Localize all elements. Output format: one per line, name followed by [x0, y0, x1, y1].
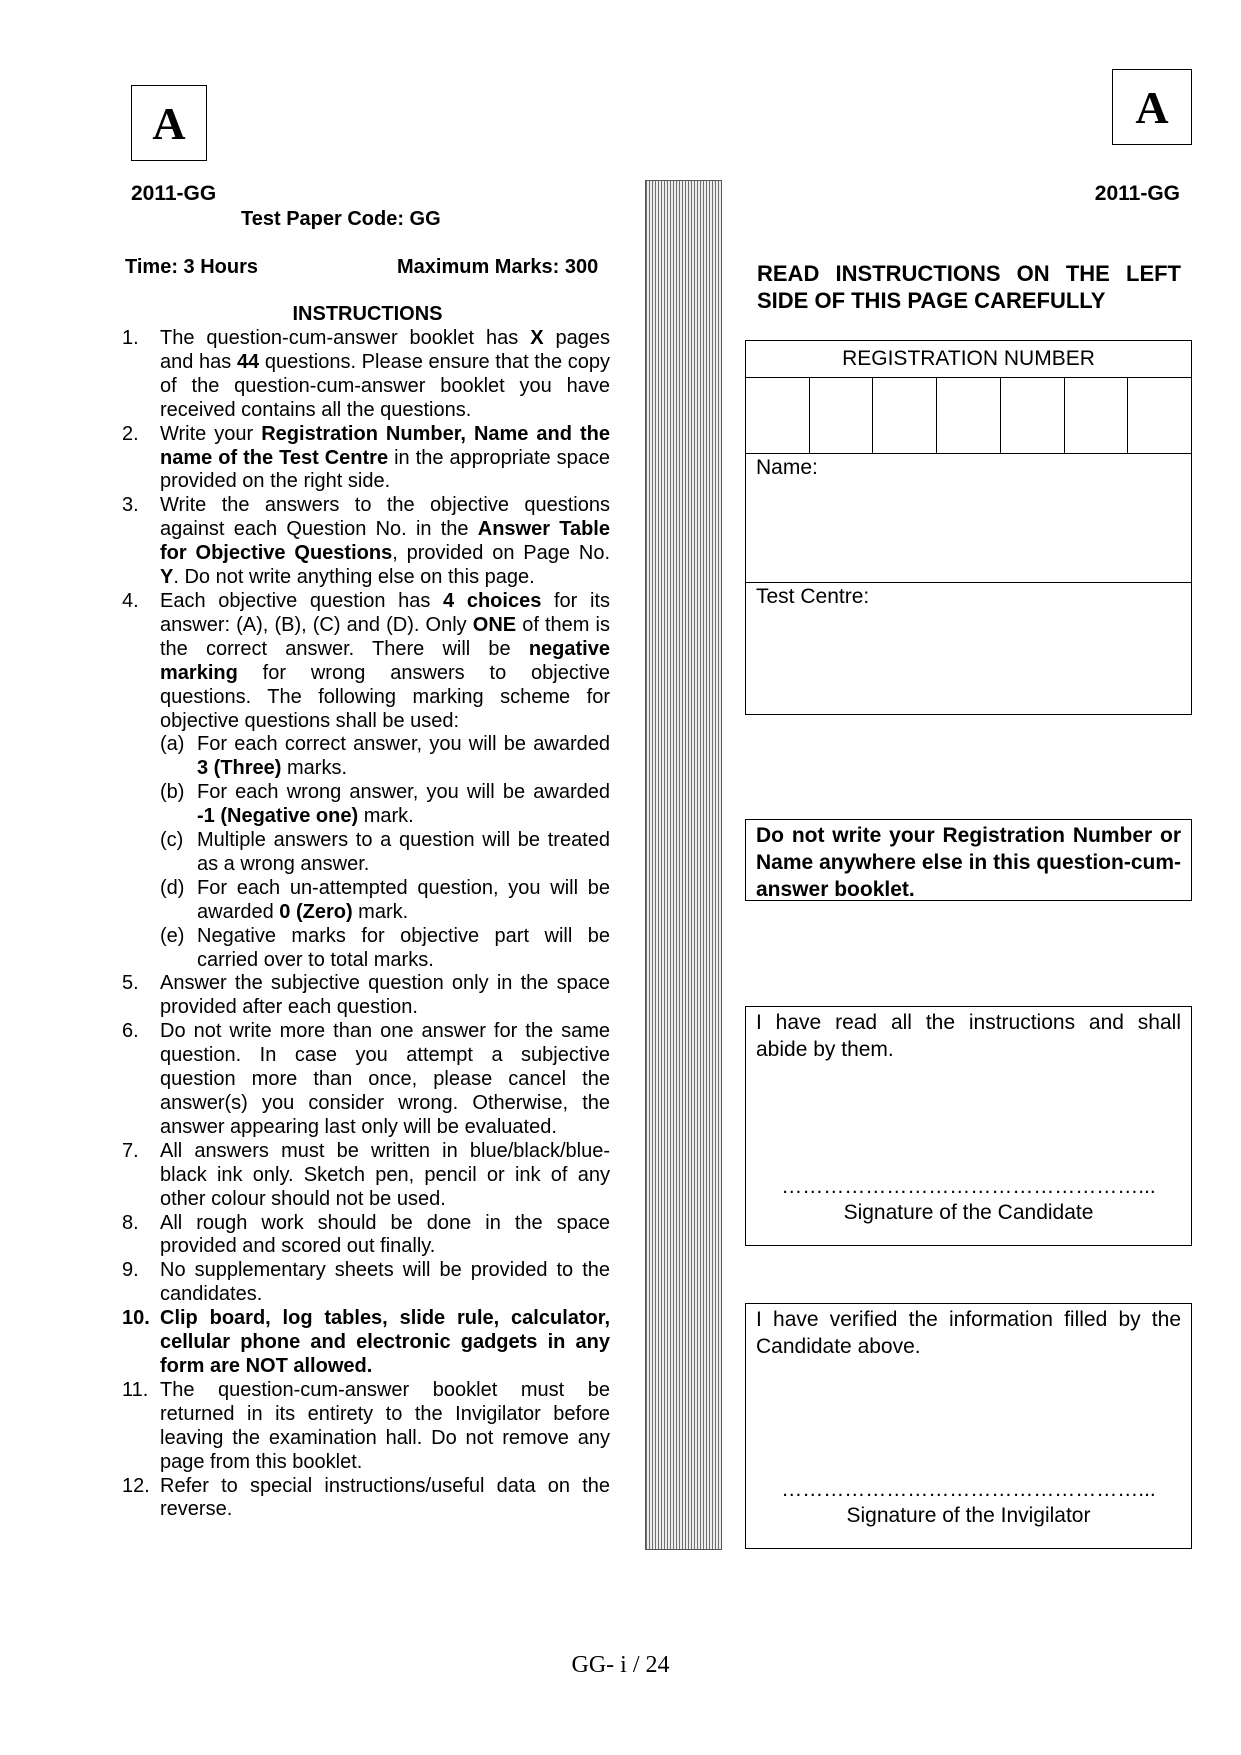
marking-scheme-label: (d) — [160, 876, 185, 899]
candidate-signature-label: Signature of the Candidate — [843, 1201, 1094, 1224]
invigilator-signature-label: Signature of the Invigilator — [846, 1504, 1091, 1527]
set-code-box-left — [131, 85, 207, 161]
test-centre-label: Test Centre: — [756, 585, 870, 608]
registration-digit-cell[interactable] — [810, 378, 874, 453]
page-number: GG- i / 24 — [571, 1652, 670, 1678]
set-code-box-right — [1112, 69, 1192, 145]
registration-box — [745, 340, 1192, 715]
paper-code-right: 2011-GG — [1094, 182, 1180, 205]
instruction-text: Do not write more than one answer for the same question. In case you attempt a subjective question more than once, please cancel the answer(s) you consider wrong. Otherwise, the answer appearing last only will be evaluated. — [160, 1020, 610, 1138]
marking-scheme-text: For each correct answer, you will be awarded 3 (Three) marks. — [197, 733, 610, 780]
instruction-number: 9. — [122, 1259, 139, 1282]
set-code-left: A — [152, 97, 186, 149]
time-allowed: Time: 3 Hours — [125, 256, 258, 278]
registration-digit-cell[interactable] — [937, 378, 1001, 453]
registration-digit-cell[interactable] — [1128, 378, 1191, 453]
registration-number-label: REGISTRATION NUMBER — [746, 341, 1191, 378]
read-instructions-notice: READ INSTRUCTIONS ON THE LEFT SIDE OF THIS PAGE CAREFULLY — [757, 261, 1181, 313]
name-label: Name: — [756, 456, 818, 479]
candidate-signature-line[interactable]: ……………………………………………... — [781, 1175, 1156, 1198]
marking-scheme-item — [160, 925, 610, 973]
instruction-item — [122, 1379, 610, 1475]
invigilator-signature-line[interactable]: ……………………………………………... — [781, 1478, 1156, 1501]
marking-scheme-list — [160, 733, 610, 972]
marking-scheme-item — [160, 733, 610, 781]
invigilator-statement: I have verified the information filled by the Candidate above. — [756, 1308, 1181, 1358]
instruction-text: Refer to special instructions/useful data on the reverse. — [160, 1474, 610, 1521]
instruction-item — [122, 327, 610, 423]
instruction-text: The question-cum-answer booklet must be returned in its entirety to the Invigilator before leaving the examination hall. Do not remove any page from this booklet. — [160, 1378, 610, 1473]
instruction-text: No supplementary sheets will be provided to the candidates. — [160, 1259, 610, 1306]
marking-scheme-item — [160, 829, 610, 877]
instruction-text: Clip board, log tables, slide rule, calculator, cellular phone and electronic gadgets in any form are NOT allowed. — [160, 1307, 610, 1377]
instruction-text: Each objective question has 4 choices for its answer: (A), (B), (C) and (D). Only ONE of them is the correct answer. There will be negative marking for wrong answers to objective questions. The following marking scheme for objective questions shall be used: — [160, 589, 611, 732]
instruction-text: All rough work should be done in the space provided and scored out finally. — [160, 1211, 610, 1258]
registration-digit-cell[interactable] — [1065, 378, 1129, 453]
registration-number-cells — [746, 378, 1191, 454]
test-centre-field[interactable] — [746, 583, 1191, 611]
maximum-marks: Maximum Marks: 300 — [397, 256, 599, 278]
instruction-item — [122, 1475, 610, 1523]
instruction-item — [122, 494, 610, 590]
instruction-text: Answer the subjective question only in the space provided after each question. — [160, 972, 610, 1019]
marking-scheme-label: (e) — [160, 924, 185, 947]
instruction-number: 11. — [122, 1378, 149, 1401]
marking-scheme-text: Multiple answers to a question will be treated as a wrong answer. — [197, 829, 610, 875]
marking-scheme-label: (c) — [160, 829, 184, 852]
instruction-text: The question-cum-answer booklet has X pages and has 44 questions. Please ensure that the copy of the question-cum-answer booklet you have received contains all the questions. — [160, 327, 610, 421]
instruction-text: Write your Registration Number, Name and the name of the Test Centre in the appropriate space provided on the right side. — [160, 422, 610, 493]
set-code-right: A — [1135, 81, 1169, 133]
registration-digit-cell[interactable] — [1001, 378, 1065, 453]
marking-scheme-label: (b) — [160, 781, 185, 804]
instruction-item — [122, 1020, 610, 1140]
instruction-text: Write the answers to the objective questions against each Question No. in the Answer Table for Objective Questions, provided on Page No. Y. Do not write anything else on this page. — [160, 494, 610, 589]
instruction-number: 4. — [122, 589, 139, 612]
marking-scheme-item — [160, 877, 610, 925]
instruction-number: 2. — [122, 422, 139, 445]
instruction-number: 10. — [122, 1307, 150, 1330]
paper-code-left: 2011-GG — [131, 182, 217, 205]
invigilator-declaration-box — [745, 1303, 1192, 1549]
marking-scheme-label: (a) — [160, 733, 185, 756]
test-paper-code: Test Paper Code: GG — [241, 208, 441, 230]
instruction-item — [122, 1307, 610, 1379]
marking-scheme-item — [160, 781, 610, 829]
instruction-number: 6. — [122, 1020, 139, 1043]
instruction-text: All answers must be written in blue/black/blue-black ink only. Sketch pen, pencil or ink of any other colour should not be used. — [160, 1139, 610, 1210]
instruction-number: 7. — [122, 1139, 139, 1162]
marking-scheme-text: For each un-attempted question, you will be awarded 0 (Zero) mark. — [197, 876, 610, 923]
instruction-number: 1. — [122, 327, 139, 349]
instruction-number: 8. — [122, 1211, 139, 1234]
instruction-item — [122, 1140, 610, 1212]
candidate-statement: I have read all the instructions and shall abide by them. — [756, 1011, 1181, 1061]
instruction-item — [122, 972, 610, 1020]
marking-scheme-text: Negative marks for objective part will be carried over to total marks. — [197, 924, 610, 971]
warning-box — [745, 819, 1192, 901]
registration-digit-cell[interactable] — [746, 378, 810, 453]
binding-gutter — [645, 180, 722, 1550]
instructions-heading: INSTRUCTIONS — [292, 303, 443, 325]
instructions-list — [122, 327, 610, 1522]
instruction-number: 12. — [122, 1474, 150, 1497]
name-field[interactable] — [746, 454, 1191, 583]
registration-digit-cell[interactable] — [873, 378, 937, 453]
candidate-declaration-box — [745, 1006, 1192, 1246]
warning-text: Do not write your Registration Number or Name anywhere else in this question-cum-answer booklet. — [756, 824, 1181, 901]
instruction-item — [122, 590, 610, 973]
instruction-item — [122, 1259, 610, 1307]
instruction-item — [122, 1212, 610, 1260]
instruction-number: 3. — [122, 494, 139, 517]
marking-scheme-text: For each wrong answer, you will be awarded -1 (Negative one) mark. — [197, 781, 610, 828]
instruction-number: 5. — [122, 972, 139, 995]
instruction-item — [122, 423, 610, 495]
